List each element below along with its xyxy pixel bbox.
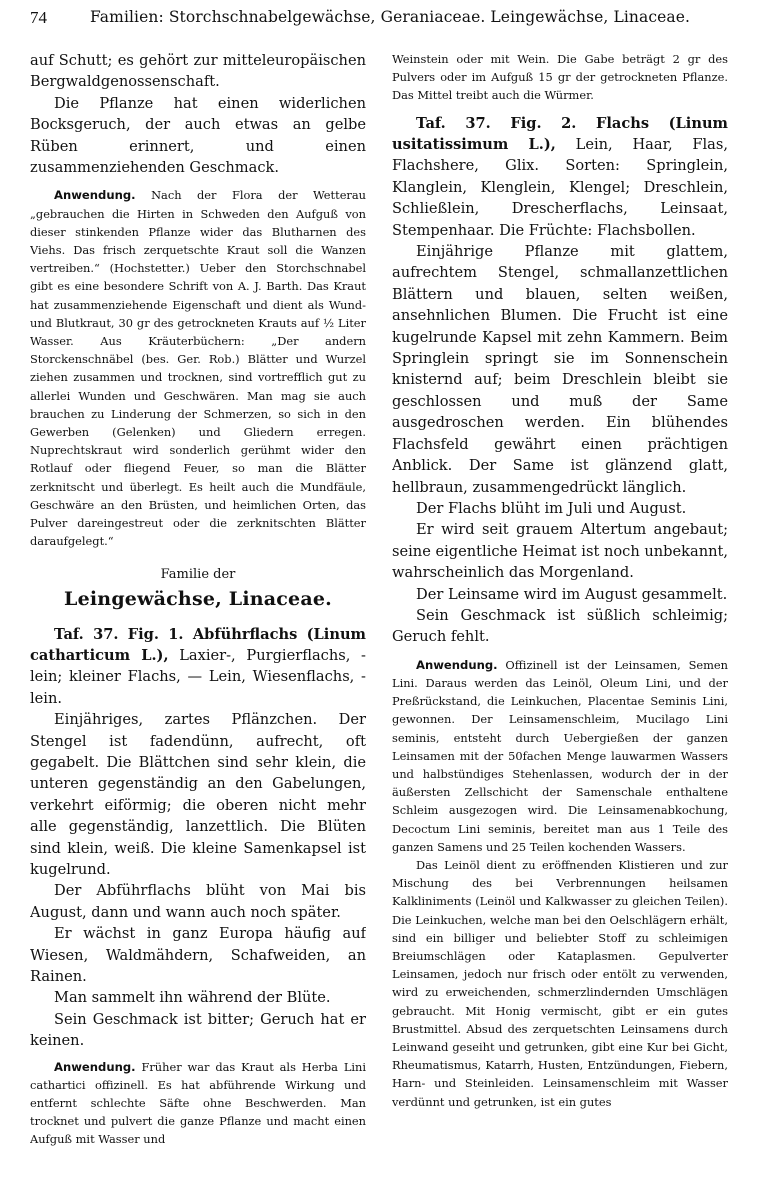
paragraph: Der Flachs blüht im Juli und August.	[416, 499, 687, 517]
paragraph: Der Abführflachs blüht von Mai bis August, dann und wann auch noch später.	[30, 882, 366, 921]
paragraph: Er wächst in ganz Europa häufig auf Wiesen, Waldmähdern, Schafweiden, an Rainen.	[30, 925, 366, 985]
paragraph: Das Leinöl dient zu eröffnenden Klistieren und zur Mischung des bei Verbrennungen heilsamen Kalkliniments (Leinöl und Kalkwasser zu gleichen Teilen). Die Leinkuchen, welche man bei den Oelschlägern erhält, sind ein billiger und beliebter Stoff zu schleimigen Breiumschlägen oder Kataplasmen. Gepulverter Leinsamen, jedoch nur frisch oder entölt zu verwenden, wird zu erweichenden, schmerzlindernden Umschlägen gebraucht. Mit Honig vermischt, gibt er ein gutes Brustmittel. Absud des zerquetschten Leinsamens durch Leinwand geseiht und getrunken, gibt eine Kur bei Gicht, Rheumatismus, Katarrh, Husten, Entzündungen, Fiebern, Harn- und Steinleiden. Leinsamenschleim mit Wasser verdünnt und getrunken, ist ein gutes	[392, 858, 728, 1109]
paragraph: Er wird seit grauem Altertum angebaut; seine eigentliche Heimat ist noch unbekannt, wahrscheinlich das Morgenland.	[392, 521, 728, 582]
usage-text: Nach der Flora der Wetterau „gebrauchen die Hirten in Schweden den Aufguß von dieser stinkenden Pflanze wider das Blutharnen des Viehs. Das frisch zerquetschte Kraut soll die Wanzen vertreiben.“ (Hochstetter.) Ueber den Storchschnabel gibt es eine besondere Schrift von A. J. Barth. Das Kraut hat zusammenziehende Eigenschaft und dient als Wund- und Blutkraut, 30 gr des getrockneten Krauts auf ½ Liter Wasser. Aus Kräuterbüchern: „Der andern Storckenschnäbel (bes. Ger. Rob.) Blätter und Wurzel ziehen zusammen und trocknen, sind vortrefflich gut zu allerlei Wunden und Geschwären. Man mag sie auch brauchen zu Linderung der Schmerzen, so sich in den Gewerben (Gelenken) und Gliedern erregen. Nuprechtskraut wird sonderlich gerühmt wider den Rotlauf oder fliegend Feuer, so man die Blätter zerknitscht und überlegt. Es heilt auch die Mundfäule, Geschwäre an den Brüsten, und heimlichen Orten, das Pulver dareingestreut oder die zerknitschten Blätter daraufgelegt.“	[30, 188, 366, 549]
page-header	[30, 8, 737, 38]
paragraph: Weinstein oder mit Wein. Die Gabe beträgt 2 gr des Pulvers oder im Aufguß 15 gr der getrockneten Pflanze. Das Mittel treibt auch die Würmer.	[392, 52, 728, 103]
usage-text: Früher war das Kraut als Herba Lini cathartici offizinell. Es hat abführende Wirkung und entfernt schlechte Säfte ohne Beschwerden. Man trocknet und pulvert die ganze Pflanze und macht einen Aufguß mit Wasser und	[30, 1059, 366, 1147]
paragraph: Sein Geschmack ist bitter; Geruch hat er keinen.	[30, 1010, 366, 1050]
species-title: Taf. 37. Fig. 2. Flachs (Linum usitatissimum L.),	[392, 114, 728, 154]
paragraph: Man sammelt ihn während der Blüte.	[54, 989, 331, 1007]
paragraph: Sein Geschmack ist süßlich schleimig; Geruch fehlt.	[392, 606, 728, 646]
usage-note	[392, 656, 728, 856]
usage-heading: Anwendung.	[54, 188, 136, 203]
usage-note	[30, 186, 366, 550]
page-number: 74	[30, 8, 47, 27]
species-title: Taf. 37. Fig. 1. Abführflachs (Linum catharticum L.),	[30, 625, 366, 664]
usage-heading: Anwendung.	[54, 1059, 136, 1074]
paragraph: Einjährige Pflanze mit glattem, aufrechtem Stengel, schmallanzettlichen Blättern und blauen, selten weißen, ansehnlichen Blumen. Die Frucht ist eine kugelrunde Kapsel mit zehn Kammern. Beim Springlein springt sie im Sonnenschein knisternd auf; beim Dreschlein bleibt sie geschlossen und muß der Same ausgedroschen werden. Ein blühendes Flachsfeld gewährt einen prächtigen Anblick. Der Same ist glänzend glatt, hellbraun, zusammengedrückt länglich.	[392, 243, 728, 496]
left-column	[30, 50, 366, 1149]
right-column	[392, 50, 728, 1111]
family-title: Leingewächse, Linaceae.	[64, 587, 332, 610]
paragraph: Die Pflanze hat einen widerlichen Bocksgeruch, der auch etwas an gelbe Rüben erinnert, und einen zusammenziehenden Geschmack.	[30, 94, 366, 177]
paragraph: Der Leinsame wird im August gesammelt.	[416, 585, 728, 603]
species-heading	[392, 113, 728, 241]
paragraph: auf Schutt; es gehört zur mitteleuropäischen Bergwaldgenossenschaft.	[30, 52, 366, 91]
usage-heading: Anwendung.	[416, 657, 498, 672]
usage-note	[30, 1058, 366, 1149]
species-heading	[30, 624, 366, 710]
paragraph: Einjähriges, zartes Pflänzchen. Der Stengel ist fadendünn, aufrecht, oft gegabelt. Die Blättchen sind sehr klein, die unteren gegenständig an den Gabelungen, verkehrt eiförmig; die oberen nicht mehr alle gegenständig, lanzettlich. Die Blüten sind klein, weiß. Die kleine Samenkapsel ist kugelrund.	[30, 711, 366, 878]
species-synonyms: Laxier-, Purgierflachs, -lein; kleiner Flachs, — Lein, Wiesenflachs, -lein.	[30, 646, 366, 707]
usage-text: Offizinell ist der Leinsamen, Semen Lini. Daraus werden das Leinöl, Oleum Lini, und der Preßrückstand, die Leinkuchen, Placentae Seminis Lini, gewonnen. Der Leinsamenschleim, Mucilago Lini seminis, entsteht durch Uebergießen der ganzen Leinsamen mit der 50fachen Menge lauwarmen Wassers und halbstündiges Stehenlassen, wodurch der in der äußersten Zellschicht der Samenschale enthaltene Schleim ausgezogen wird. Die Leinsamenabkochung, Decoctum Lini seminis, bereitet man aus 1 Teile des ganzen Samens und 25 Teilen kochenden Wassers.	[392, 657, 728, 854]
species-synonyms: Lein, Haar, Flas, Flachshere, Glix. Sorten: Springlein, Klanglein, Klenglein, Klengel; Dreschlein, Schließlein, Drescherflachs, Leinsaat, Stempenhaar. Die Früchte: Flachsbollen.	[392, 136, 728, 239]
running-title: Familien: Storchschnabelgewächse, Geraniaceae. Leingewächse, Linaceae.	[90, 8, 691, 26]
family-intro: Familie der	[160, 566, 236, 582]
